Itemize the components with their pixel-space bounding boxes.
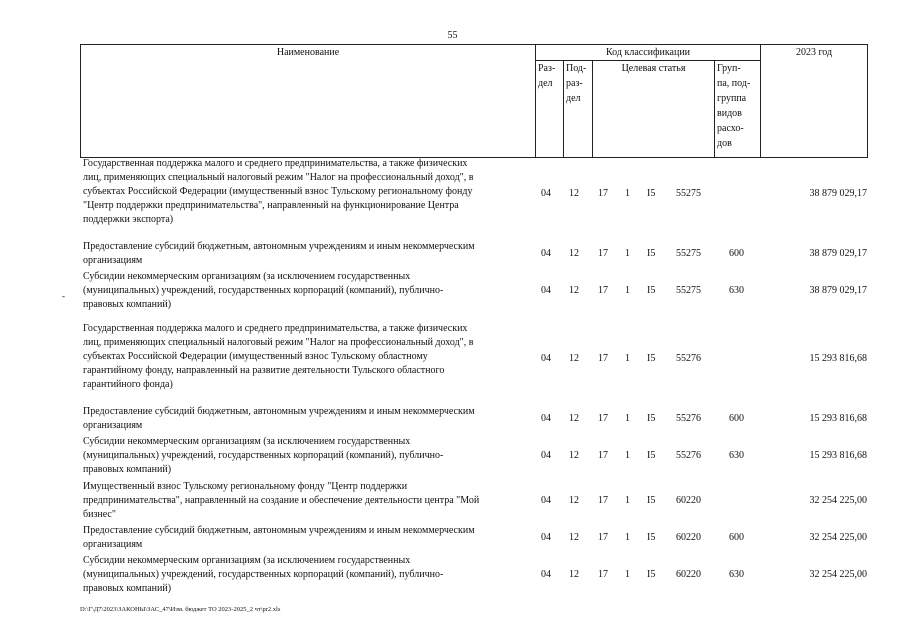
row-target-subprogram: 1	[625, 569, 630, 580]
row-target-subprogram: 1	[625, 353, 630, 364]
row-expense-group: 630	[729, 285, 744, 296]
page-number: 55	[447, 30, 458, 41]
row-name: Государственная поддержка малого и среднего предпринимательства, а также физических лиц, применяющих специальный налоговый режим "Налог на профессиональный доход", в субъектах Российской Федерации (имущественный взнос Тульскому региональному фонду "Центр поддержки предпринимательства", направленный на функционирование Центра поддержки экспорта)	[83, 158, 474, 225]
row-target-direction: 55275	[676, 248, 701, 259]
row-name: Государственная поддержка малого и среднего предпринимательства, а также физических лиц, применяющих специальный налоговый режим "Налог на профессиональный доход", в субъектах Российской Федерации (имущественный взнос Тульскому областному гарантийному фонду, направленный на развитие деятельности Тульского областного гарантийного фонда)	[83, 323, 474, 390]
row-target-subprogram: 1	[625, 188, 630, 199]
row-amount: 32 254 225,00	[809, 532, 867, 543]
row-name: Субсидии некоммерческим организациям (за исключением государственных (муниципальных) учреждений, государственных корпораций (компаний), публично- правовых компаний)	[83, 271, 444, 310]
row-target-program: 17	[598, 450, 608, 461]
table-row	[80, 240, 867, 268]
row-target-project: I5	[647, 248, 656, 259]
row-podrazdel: 12	[569, 248, 579, 259]
table-header	[80, 44, 868, 158]
row-amount: 38 879 029,17	[809, 248, 867, 259]
row-podrazdel: 12	[569, 353, 579, 364]
row-target-direction: 60220	[676, 532, 701, 543]
row-target-subprogram: 1	[625, 413, 630, 424]
table-row	[80, 524, 867, 552]
row-podrazdel: 12	[569, 413, 579, 424]
row-expense-group: 630	[729, 450, 744, 461]
row-expense-group: 600	[729, 413, 744, 424]
row-target-direction: 60220	[676, 569, 701, 580]
row-amount: 15 293 816,68	[809, 353, 867, 364]
row-target-project: I5	[647, 495, 656, 506]
row-target-project: I5	[647, 353, 656, 364]
row-expense-group: 600	[729, 532, 744, 543]
table-row	[80, 270, 867, 312]
row-target-program: 17	[598, 569, 608, 580]
margin-mark: -	[62, 291, 65, 301]
row-amount: 15 293 816,68	[809, 413, 867, 424]
header-expense-group: Груп- па, под- группа видов расхо- дов	[715, 61, 761, 158]
row-target-project: I5	[647, 285, 656, 296]
row-razdel: 04	[541, 188, 551, 199]
header-classification-code: Код классификации	[536, 45, 761, 61]
row-target-program: 17	[598, 353, 608, 364]
row-target-project: I5	[647, 413, 656, 424]
row-amount: 32 254 225,00	[809, 495, 867, 506]
row-target-program: 17	[598, 188, 608, 199]
row-podrazdel: 12	[569, 532, 579, 543]
row-target-program: 17	[598, 413, 608, 424]
row-podrazdel: 12	[569, 188, 579, 199]
row-target-direction: 55276	[676, 450, 701, 461]
row-podrazdel: 12	[569, 450, 579, 461]
table-row	[80, 554, 867, 596]
row-target-direction: 55275	[676, 188, 701, 199]
row-podrazdel: 12	[569, 285, 579, 296]
row-target-program: 17	[598, 285, 608, 296]
row-amount: 15 293 816,68	[809, 450, 867, 461]
row-razdel: 04	[541, 248, 551, 259]
table-row	[80, 157, 867, 232]
header-razdel: Раз- дел	[536, 61, 564, 158]
row-target-subprogram: 1	[625, 285, 630, 296]
row-target-direction: 55276	[676, 353, 701, 364]
row-razdel: 04	[541, 569, 551, 580]
row-razdel: 04	[541, 495, 551, 506]
row-target-program: 17	[598, 495, 608, 506]
row-target-subprogram: 1	[625, 450, 630, 461]
row-target-project: I5	[647, 569, 656, 580]
row-target-subprogram: 1	[625, 495, 630, 506]
row-amount: 38 879 029,17	[809, 188, 867, 199]
row-name: Предоставление субсидий бюджетным, автономным учреждениям и иным некоммерческим организациям	[83, 241, 475, 266]
header-year: 2023 год	[761, 45, 868, 158]
table-row	[80, 435, 867, 477]
row-name: Субсидии некоммерческим организациям (за исключением государственных (муниципальных) учреждений, государственных корпораций (компаний), публично- правовых компаний)	[83, 436, 444, 475]
table-row	[80, 322, 867, 397]
row-podrazdel: 12	[569, 495, 579, 506]
table-row	[80, 480, 867, 522]
row-razdel: 04	[541, 353, 551, 364]
row-target-project: I5	[647, 450, 656, 461]
row-razdel: 04	[541, 413, 551, 424]
row-target-program: 17	[598, 532, 608, 543]
row-target-direction: 60220	[676, 495, 701, 506]
row-name: Субсидии некоммерческим организациям (за исключением государственных (муниципальных) учреждений, государственных корпораций (компаний), публично- правовых компаний)	[83, 555, 444, 594]
row-name: Предоставление субсидий бюджетным, автономным учреждениям и иным некоммерческим организациям	[83, 406, 475, 431]
row-name: Предоставление субсидий бюджетным, автономным учреждениям и иным некоммерческим организациям	[83, 525, 475, 550]
row-expense-group: 600	[729, 248, 744, 259]
row-amount: 38 879 029,17	[809, 285, 867, 296]
row-name: Имущественный взнос Тульскому региональному фонду "Центр поддержки предпринимательства", направленный на создание и обеспечение деятельности центра "Мой бизнес"	[83, 481, 480, 520]
row-target-program: 17	[598, 248, 608, 259]
table-row	[80, 405, 867, 433]
row-amount: 32 254 225,00	[809, 569, 867, 580]
row-target-project: I5	[647, 532, 656, 543]
header-name: Наименование	[81, 45, 536, 158]
row-target-subprogram: 1	[625, 248, 630, 259]
row-target-subprogram: 1	[625, 532, 630, 543]
row-expense-group: 630	[729, 569, 744, 580]
row-razdel: 04	[541, 450, 551, 461]
file-path-footer: D:\Г\Д7\2023\ЗАКОНЫ\ЗАС_47\Изм. бюджет ТО 2023-2025_2 чт\pr2.xls	[80, 606, 281, 613]
row-target-direction: 55275	[676, 285, 701, 296]
header-podrazdel: Под- раз- дел	[564, 61, 593, 158]
row-razdel: 04	[541, 532, 551, 543]
row-target-project: I5	[647, 188, 656, 199]
row-razdel: 04	[541, 285, 551, 296]
header-target-article: Целевая статья	[593, 61, 715, 158]
row-target-direction: 55276	[676, 413, 701, 424]
row-podrazdel: 12	[569, 569, 579, 580]
